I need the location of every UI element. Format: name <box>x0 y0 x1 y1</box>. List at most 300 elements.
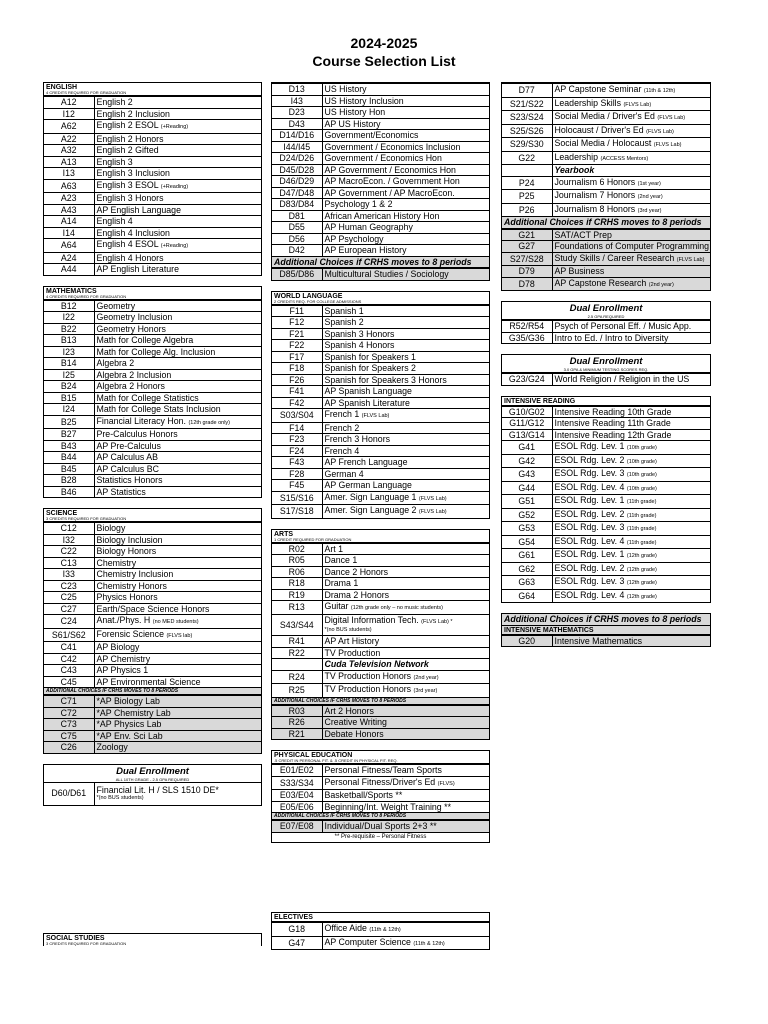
course-code: G18 <box>272 923 322 937</box>
course-name-cell <box>552 241 710 253</box>
course-name: Psychology 1 & 2 <box>324 199 393 209</box>
course-name: Journalism 7 Honors <box>554 190 636 200</box>
table-row <box>272 397 489 409</box>
dual-enrollment-section-3 <box>501 354 711 386</box>
course-name: Journalism 8 Honors <box>554 203 636 214</box>
course-code: D79 <box>502 266 552 278</box>
course-code: A62 <box>44 120 94 134</box>
course-code: F21 <box>272 328 322 340</box>
course-name: Drama 2 Honors <box>324 589 390 600</box>
intensive-math-header <box>502 626 710 635</box>
intensive-math-title: INTENSIVE MATHEMATICS <box>504 626 594 634</box>
science-additional-table <box>44 695 261 753</box>
course-code: I32 <box>44 534 94 546</box>
world-language-section <box>271 291 490 519</box>
dual-enrollment-2-subtitle: 2.5 GPA REQUIRED <box>587 314 625 319</box>
table-row <box>272 801 489 812</box>
course-code: A64 <box>44 239 94 253</box>
dual-enrollment-1-title: Dual Enrollment <box>116 765 189 777</box>
course-note: (+Reading) <box>160 124 189 130</box>
course-name-cell <box>322 351 489 363</box>
course-name-cell <box>552 229 710 241</box>
table-row <box>44 381 261 393</box>
course-name: Personal Fitness/Team Sports <box>324 765 442 775</box>
right-additional-label: Additional Choices if CRHS moves to 8 periods <box>502 216 710 229</box>
table-row <box>272 468 489 480</box>
course-name-cell <box>552 635 710 646</box>
course-note: (11th & 12th) <box>643 88 676 94</box>
course-name-cell <box>552 535 710 549</box>
english-title: ENGLISH <box>46 84 78 91</box>
world-language-header <box>272 292 489 305</box>
course-code: B14 <box>44 358 94 370</box>
course-code: G13/G14 <box>502 429 552 441</box>
course-code: F26 <box>272 374 322 386</box>
course-code: R52/R54 <box>502 321 552 333</box>
course-name: Study Skills / Career Research <box>554 252 675 263</box>
table-row <box>502 374 710 385</box>
right-additional-table <box>502 229 710 291</box>
course-note: (10th grade) <box>626 485 657 492</box>
course-name: Intensive Mathematics <box>554 635 643 646</box>
table-row <box>272 670 489 684</box>
course-code: B25 <box>44 415 94 429</box>
course-name: AP English Language <box>96 204 181 215</box>
course-code: F11 <box>272 305 322 317</box>
course-name-cell <box>94 239 261 253</box>
pe-subtitle: .5 CREDIT IN PERSONAL FIT. & .5 CREDIT IN PHYSICAL FIT. REQ. <box>274 758 398 763</box>
course-code: R06 <box>272 566 322 578</box>
course-name: AP Psychology <box>324 233 384 244</box>
empty-cell <box>272 659 322 670</box>
course-code: B43 <box>44 440 94 452</box>
course-code: S17/S18 <box>272 505 322 518</box>
science-header <box>44 509 261 522</box>
course-code: B24 <box>44 381 94 393</box>
intensive-reading-table <box>502 406 710 603</box>
course-name-cell <box>94 653 261 665</box>
course-name-cell <box>322 765 489 777</box>
table-row <box>44 335 261 347</box>
course-code: D23 <box>272 107 322 119</box>
table-row <box>272 130 489 142</box>
english-table <box>44 96 261 275</box>
course-name: ESOL Rdg. Lev. 2 <box>554 508 625 519</box>
course-code: G54 <box>502 535 552 549</box>
pe-additional-label: ADDITIONAL CHOICES IF CRHS MOVES TO 8 PERIODS <box>272 812 489 820</box>
course-name-cell <box>94 719 261 731</box>
course-note: (FLVS Lab) <box>623 101 652 108</box>
course-name-cell <box>322 107 489 119</box>
course-name: Spanish 2 <box>324 317 364 327</box>
course-name-cell <box>94 179 261 193</box>
course-code: D43 <box>272 118 322 130</box>
course-name: French 2 <box>324 422 360 433</box>
course-name: US History Inclusion <box>324 95 404 106</box>
course-name-cell <box>322 647 489 658</box>
course-name-cell <box>94 300 261 312</box>
course-note: (11th grade) <box>626 526 657 532</box>
social-studies-header <box>44 934 261 946</box>
course-name: ESOL Rdg. Lev. 3 <box>554 522 625 532</box>
course-code: G10/G02 <box>502 406 552 418</box>
table-row <box>272 84 489 96</box>
course-name: Dance 1 <box>324 555 358 565</box>
electives-title: ELECTIVES <box>274 914 313 921</box>
course-name-cell <box>322 790 489 802</box>
dual-enrollment-3-table <box>502 373 710 385</box>
course-name: Amer. Sign Language 2 <box>324 505 417 515</box>
course-code: E07/E08 <box>272 821 322 832</box>
table-row <box>44 463 261 475</box>
course-code: S21/S22 <box>502 97 552 111</box>
course-code: G51 <box>502 495 552 509</box>
course-name-cell <box>552 589 710 602</box>
table-row <box>502 84 710 98</box>
course-name-cell <box>94 193 261 205</box>
course-note: (FLVS Lab) <box>657 115 686 121</box>
table-row <box>272 141 489 153</box>
course-note: *(no BUS students) <box>96 794 144 801</box>
course-code: D81 <box>272 210 322 222</box>
course-name: Statistics Honors <box>96 475 163 485</box>
course-name-cell <box>94 358 261 370</box>
table-row <box>272 728 489 739</box>
course-name-cell <box>322 328 489 340</box>
course-name-cell <box>94 264 261 275</box>
course-note: (FLVS Lab) * <box>421 619 453 626</box>
course-code: R41 <box>272 636 322 648</box>
course-code: S25/S26 <box>502 124 552 138</box>
world-language-subtitle: 2 CREDITS REQ. FOR COLLEGE ADMISSIONS <box>274 298 362 304</box>
course-name-cell <box>322 555 489 567</box>
course-code: D60/D61 <box>44 783 94 805</box>
course-name-cell <box>322 305 489 317</box>
course-code: A43 <box>44 204 94 216</box>
course-name: AP Spanish Language <box>324 386 412 396</box>
course-name-cell <box>322 457 489 469</box>
course-note: (+Reading) <box>160 243 189 249</box>
table-row <box>502 454 710 468</box>
intensive-reading-section <box>501 396 711 604</box>
science-table <box>44 522 261 687</box>
course-name: AP MacroEcon. / Government Hon <box>324 176 460 186</box>
course-name-cell <box>94 120 261 134</box>
course-name: Individual/Dual Sports 2+3 ** <box>324 821 437 831</box>
table-row <box>44 264 261 275</box>
course-name-cell <box>94 369 261 381</box>
table-row <box>272 936 489 949</box>
course-code: A44 <box>44 264 94 275</box>
table-row <box>44 392 261 404</box>
table-row <box>44 300 261 312</box>
course-name-cell <box>322 717 489 729</box>
course-name-cell <box>322 130 489 142</box>
course-note: (1st year) <box>637 180 661 187</box>
course-code: C43 <box>44 665 94 677</box>
table-row <box>44 546 261 558</box>
course-name-cell <box>322 141 489 153</box>
course-code: G53 <box>502 522 552 536</box>
course-name-cell <box>322 543 489 555</box>
course-code: D46/D29 <box>272 176 322 188</box>
course-code: S23/S24 <box>502 111 552 125</box>
math-header <box>44 287 261 300</box>
course-name: Holocaust / Driver's Ed <box>554 124 644 135</box>
course-name: English 3 ESOL <box>96 179 159 190</box>
dual-enrollment-1-header <box>44 765 261 783</box>
table-row <box>44 665 261 677</box>
course-code: A12 <box>44 97 94 109</box>
page-title-year: 2024-2025 <box>350 35 418 51</box>
course-code: R24 <box>272 670 322 684</box>
course-name: AP Physics 1 <box>96 665 149 675</box>
course-name: ESOL Rdg. Lev. 3 <box>554 468 625 478</box>
course-name-cell <box>322 153 489 165</box>
course-name-cell <box>94 557 261 569</box>
dual-enrollment-3-header <box>502 355 710 373</box>
table-row <box>272 717 489 729</box>
course-name-cell <box>94 676 261 687</box>
arts-table <box>272 543 489 614</box>
course-name: ESOL Rdg. Lev. 4 <box>554 481 625 492</box>
course-code: F14 <box>272 422 322 434</box>
course-code: B12 <box>44 300 94 312</box>
course-name: French 4 <box>324 445 360 456</box>
table-row <box>272 776 489 790</box>
course-name: Biology Honors <box>96 546 157 556</box>
course-name: Physics Honors <box>96 592 158 602</box>
course-name-cell <box>552 332 710 343</box>
course-note: (FLVS) <box>437 780 455 787</box>
course-name: AP Statistics <box>96 486 146 497</box>
table-row <box>502 266 710 278</box>
course-name: English 4 Honors <box>96 252 164 263</box>
course-name: Math for College Algebra <box>96 335 194 345</box>
course-name: AP Human Geography <box>324 222 413 232</box>
table-row <box>44 239 261 253</box>
course-name: *AP Env. Sci Lab <box>96 730 163 741</box>
course-name-cell <box>322 84 489 96</box>
course-name: AP French Language <box>324 457 408 467</box>
course-code: G41 <box>502 441 552 455</box>
table-row <box>272 422 489 434</box>
course-note: (FLVS Lab) <box>418 509 447 515</box>
table-row <box>272 578 489 590</box>
course-note: (10th grade) <box>626 445 657 451</box>
table-row <box>502 203 710 216</box>
course-name: AP US History <box>324 118 381 129</box>
course-code: P25 <box>502 190 552 204</box>
course-name-cell <box>94 335 261 347</box>
course-name-cell <box>552 97 710 111</box>
table-row <box>272 647 489 658</box>
course-code: G43 <box>502 468 552 482</box>
course-name: English 2 Honors <box>96 133 164 144</box>
table-row <box>502 252 710 266</box>
course-name: Office Aide <box>324 923 367 933</box>
arts-digital-table <box>272 614 489 636</box>
pe-section <box>271 750 490 843</box>
course-name: Basketball/Sports ** <box>324 790 403 800</box>
course-name-cell <box>322 386 489 398</box>
dual-enrollment-2-header <box>502 302 710 320</box>
course-name-cell <box>322 363 489 375</box>
table-row <box>44 730 261 742</box>
course-name-cell <box>94 452 261 464</box>
course-name-cell <box>94 534 261 546</box>
table-row <box>502 468 710 482</box>
table-row <box>272 245 489 256</box>
course-name-cell <box>552 406 710 418</box>
table-row <box>502 229 710 241</box>
course-name-cell <box>552 495 710 509</box>
course-code: F43 <box>272 457 322 469</box>
course-code: C45 <box>44 676 94 687</box>
course-name-cell <box>322 222 489 234</box>
course-name: German 4 <box>324 468 364 479</box>
electives-header <box>272 913 489 922</box>
course-name: Algebra 2 Honors <box>96 381 165 391</box>
table-row <box>44 145 261 157</box>
table-row <box>272 923 489 937</box>
course-name: Social Media / Holocaust <box>554 138 652 148</box>
table-row <box>272 328 489 340</box>
course-name-cell <box>322 801 489 812</box>
course-name-cell <box>552 374 710 385</box>
course-name: Beginning/Int. Weight Training ** <box>324 801 451 812</box>
arts-section <box>271 529 490 741</box>
course-name: Foundations of Computer Programming <box>554 241 710 251</box>
course-name-cell <box>552 441 710 455</box>
course-code: I24 <box>44 404 94 416</box>
course-name-cell <box>322 176 489 188</box>
table-row <box>272 505 489 518</box>
course-note: (FLVS Lab) <box>418 495 447 502</box>
social-additional-label: Additional Choices if CRHS moves to 8 periods <box>272 256 489 269</box>
course-name-cell <box>552 481 710 495</box>
table-row <box>272 153 489 165</box>
course-code: C27 <box>44 603 94 615</box>
dual-enrollment-3-title: Dual Enrollment <box>569 356 643 367</box>
course-name: Amer. Sign Language 1 <box>324 491 417 502</box>
course-code: A23 <box>44 193 94 205</box>
pe-header <box>272 751 489 764</box>
page-title: Course Selection List <box>312 53 456 69</box>
intensive-reading-header <box>502 397 710 406</box>
table-row <box>44 323 261 335</box>
course-name-cell <box>322 422 489 434</box>
course-name-cell <box>322 505 489 518</box>
empty-cell <box>502 165 552 176</box>
table-row <box>272 199 489 211</box>
electives-table <box>272 922 489 949</box>
course-code: D85/D86 <box>272 269 322 280</box>
course-note: (FLVS Lab) <box>361 413 390 419</box>
course-name-cell <box>322 636 489 648</box>
course-name-cell <box>552 468 710 482</box>
table-row <box>502 176 710 190</box>
course-name-cell <box>94 523 261 535</box>
table-row <box>272 601 489 614</box>
table-row <box>272 636 489 648</box>
table-row <box>44 676 261 687</box>
course-name-cell <box>94 742 261 753</box>
table-row <box>44 133 261 145</box>
course-name: Geometry <box>96 300 136 311</box>
course-name: Dance 2 Honors <box>324 566 389 577</box>
course-code: D45/D28 <box>272 164 322 176</box>
table-row <box>272 363 489 375</box>
course-code: S29/S30 <box>502 138 552 152</box>
course-name: Math for College Alg. Inclusion <box>96 346 216 357</box>
course-name: Chemistry <box>96 557 137 568</box>
social-list-section <box>271 82 490 281</box>
course-code: C25 <box>44 592 94 604</box>
course-name-cell <box>322 210 489 222</box>
course-name-cell <box>322 684 489 697</box>
course-code: D13 <box>272 84 322 96</box>
course-name: AP English Literature <box>96 264 179 274</box>
course-name: AP Biology <box>96 642 140 652</box>
course-code: C24 <box>44 615 94 629</box>
course-note: (FLVS Lab) <box>653 142 682 148</box>
table-row <box>272 386 489 398</box>
course-name: AP European History <box>324 245 407 255</box>
table-row <box>502 429 710 441</box>
table-row <box>44 642 261 654</box>
course-name: AP Business <box>554 266 605 276</box>
course-name-cell <box>94 707 261 719</box>
course-name: AP Spanish Literature <box>324 397 410 408</box>
course-name: Spanish for Speakers 2 <box>324 363 416 373</box>
course-name: Personal Fitness/Driver's Ed <box>324 776 436 787</box>
table-row <box>44 97 261 109</box>
course-code: B15 <box>44 392 94 404</box>
social-additional-table <box>272 268 489 280</box>
table-row <box>44 783 261 805</box>
course-name-cell <box>552 454 710 468</box>
course-name-cell <box>552 176 710 190</box>
course-name: English 3 Honors <box>96 193 164 203</box>
course-name: Anat./Phys. H <box>96 615 151 625</box>
course-note: (12th grade only – no music students) <box>350 605 443 611</box>
course-name: French 1 <box>324 409 360 419</box>
table-row <box>44 486 261 497</box>
table-row <box>44 603 261 615</box>
course-note: (FLVS lab) <box>166 632 193 639</box>
course-note: (11th & 12th) <box>413 940 445 947</box>
course-code: R03 <box>272 705 322 717</box>
course-code: F28 <box>272 468 322 480</box>
course-name-cell <box>94 156 261 168</box>
course-note: (3rd year) <box>637 207 662 214</box>
course-name-cell <box>322 728 489 739</box>
table-row <box>44 252 261 264</box>
course-name: Algebra 2 <box>96 358 135 368</box>
course-code: S61/S62 <box>44 628 94 642</box>
table-row <box>272 233 489 245</box>
course-code: F12 <box>272 317 322 329</box>
course-name: Intensive Reading 11th Grade <box>554 418 671 428</box>
table-row <box>44 475 261 487</box>
course-name: Creative Writing <box>324 717 387 727</box>
table-row <box>44 227 261 239</box>
course-code: R26 <box>272 717 322 729</box>
course-code: R25 <box>272 684 322 697</box>
course-code: G64 <box>502 589 552 602</box>
arts-table-2 <box>272 635 489 658</box>
